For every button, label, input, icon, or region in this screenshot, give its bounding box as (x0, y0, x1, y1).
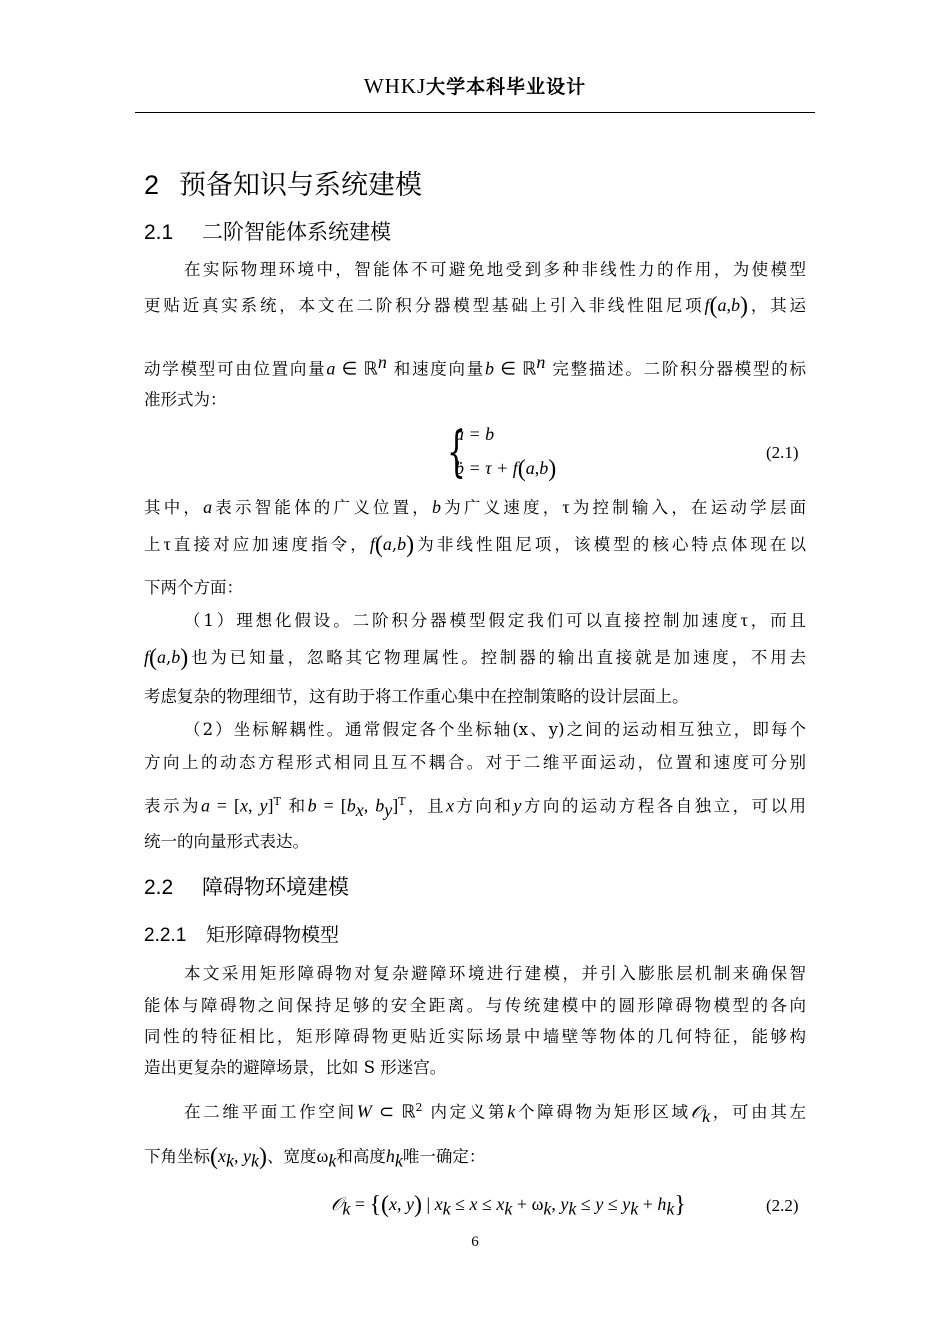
header-rule (135, 112, 815, 113)
section-heading-2-2 (144, 871, 349, 901)
running-header (0, 72, 950, 99)
paragraph-line: 其中，a表示智能体的广义位置，b为广义速度，τ为控制输入，在运动学层面 (144, 497, 807, 517)
section-title: 障碍物环境建模 (202, 875, 349, 899)
chapter-number: 2 (144, 170, 160, 200)
section-heading-2-1 (144, 216, 391, 246)
paragraph-line: （2）坐标解耦性。通常假定各个坐标轴(x、y)之间的运动相互独立，即每个 (184, 720, 806, 739)
equation-number: (2.1) (766, 443, 799, 462)
paragraph-line: 同性的特征相比，矩形障碍物更贴近实际场景中墙壁等物体的几何特征，能够构 (144, 1027, 806, 1046)
paragraph-line: 能体与障碍物之间保持足够的安全距离。与传统建模中的圆形障碍物模型的各向 (144, 996, 806, 1015)
paragraph-line: 方向上的动态方程形式相同且互不耦合。对于二维平面运动，位置和速度可分别 (144, 753, 806, 772)
paragraph-line: 本文采用矩形障碍物对复杂避障环境进行建模，并引入膨胀层机制来确保智 (184, 964, 806, 983)
subsection-number: 2.2.1 (144, 925, 187, 946)
header-university: 大学本科毕业设计 (426, 76, 587, 98)
paragraph-line: 下两个方面： (144, 578, 243, 597)
equation-2-2: 𝒪$_k$ = {(x, y) | $x_k \le x \le x_k + \omega_k$, $y_k \le y \le y_k + h_k$} (331, 1192, 686, 1219)
equation-brace: { (447, 420, 466, 483)
section-number: 2.1 (144, 221, 174, 244)
subsection-heading-2-2-1 (144, 920, 339, 947)
paragraph-line: 上τ直接对应加速度指令，f(a,b)为非线性阻尼项，该模型的核心特点体现在以 (144, 532, 806, 558)
section-title: 二阶智能体系统建模 (202, 220, 391, 244)
paragraph-line: 表示为a = [x, y]$^T$ 和$b = [b_x$, $b_y]^T$，且x方向和y方向的运动方程各自独立，可以用 (144, 795, 807, 820)
paragraph-line: 考虑复杂的物理细节，这有助于将工作重心集中在控制策略的设计层面上。 (144, 687, 689, 706)
paragraph-line: 统一的向量形式表达。 (144, 832, 309, 851)
chapter-heading (144, 163, 422, 202)
paragraph-line: f(a,b)也为已知量，忽略其它物理属性。控制器的输出直接就是加速度，不用去 (144, 645, 806, 671)
section-number: 2.2 (144, 876, 174, 899)
paragraph-line: 动学模型可由位置向量a ∈ ℝ$^n$ 和速度向量b ∈ ℝ$^n$ 完整描述。二阶积分器模型的标 (144, 352, 807, 379)
paragraph-line: （1）理想化假设。二阶积分器模型假定我们可以直接控制加速度τ，而且 (184, 610, 807, 630)
subsection-title: 矩形障碍物模型 (206, 924, 340, 946)
paragraph-line: 更贴近真实系统，本文在二阶积分器模型基础上引入非线性阻尼项f(a,b)，其运 (144, 293, 807, 319)
paragraph-line: 在二维平面工作空间W ⊂ ℝ$^2$ 内定义第k个障碍物为矩形区域𝒪$_k$，可由其左 (184, 1101, 807, 1126)
equation-2-1-line2: ḃ = τ + f(a,b) (455, 456, 557, 482)
paragraph-line: 在实际物理环境中，智能体不可避免地受到多种非线性力的作用，为使模型 (184, 260, 806, 279)
chapter-title: 预备知识与系统建模 (179, 170, 423, 201)
equation-2-1-line1: ȧ = b (455, 424, 495, 444)
paragraph-line: 造出更复杂的避障场景，比如 S 形迷宫。 (144, 1058, 447, 1077)
paragraph-line: 下角坐标($x_k$, $y_k$)、宽度$\omega_k$和高度$h_k$唯一确定： (144, 1144, 486, 1171)
paragraph-line: 准形式为： (144, 390, 227, 409)
header-latin: WHKJ (363, 74, 427, 98)
page-number: 6 (471, 1234, 479, 1250)
equation-number: (2.2) (766, 1196, 799, 1215)
